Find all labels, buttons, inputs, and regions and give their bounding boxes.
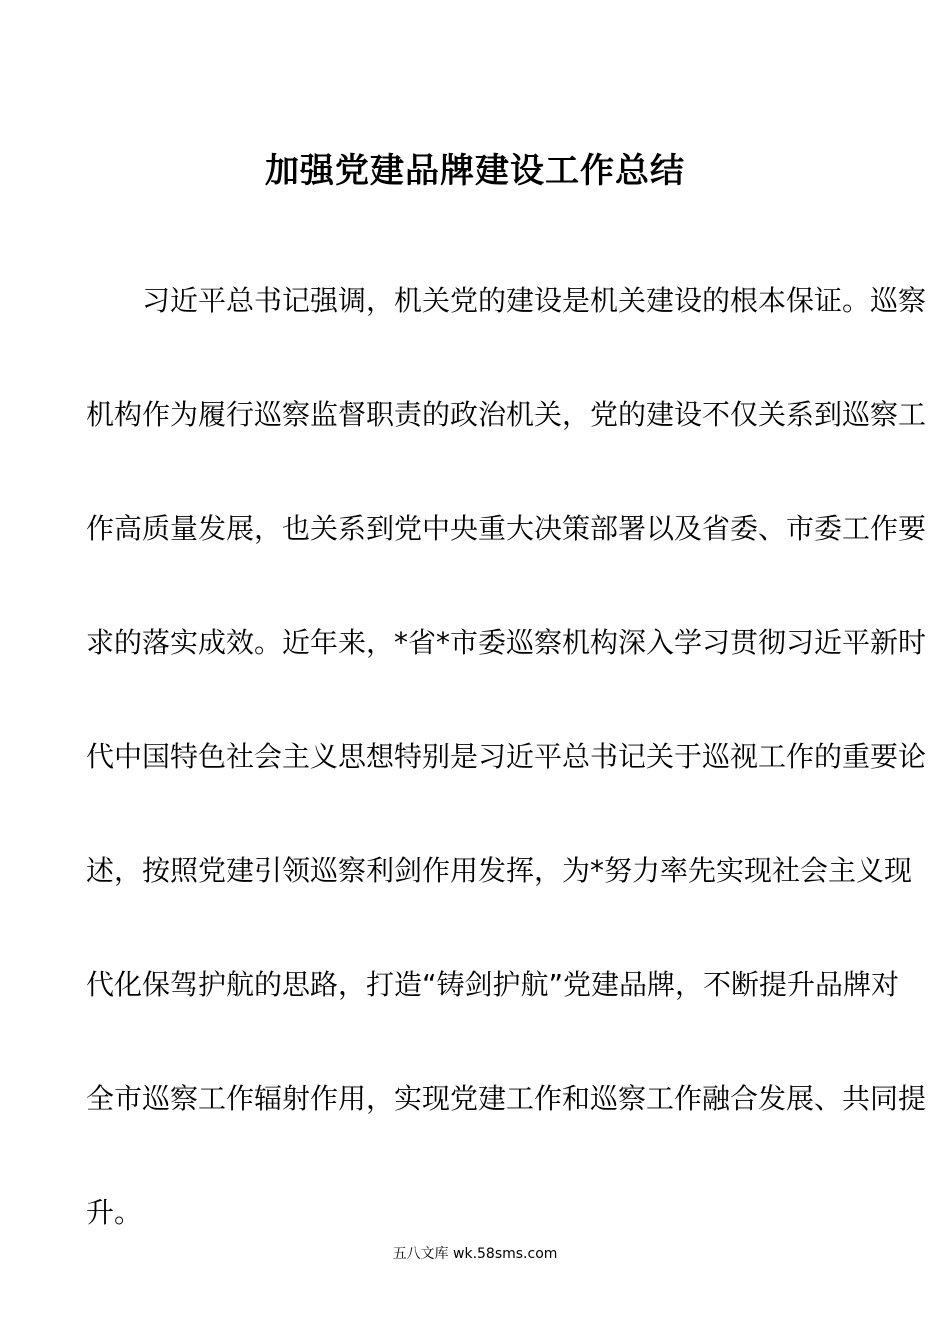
document-title: 加强党建品牌建设工作总结 [265, 151, 685, 191]
paragraph-line: 述，按照党建引领巡察利剑作用发挥，为*努力率先实现社会主义现 [86, 854, 913, 887]
body-paragraph [86, 270, 927, 1296]
paragraph-line: 机构作为履行巡察监督职责的政治机关，党的建设不仅关系到巡察工 [86, 398, 927, 431]
paragraph-line: 求的落实成效。近年来，*省*市委巡察机构深入学习贯彻习近平新时 [86, 626, 927, 659]
paragraph-line: 升。 [86, 1196, 143, 1229]
footer-watermark: 五八文库 wk.58sms.com [392, 1246, 558, 1262]
paragraph-line: 全市巡察工作辐射作用，实现党建工作和巡察工作融合发展、共同提 [86, 1082, 927, 1115]
paragraph-line: 代中国特色社会主义思想特别是习近平总书记关于巡视工作的重要论 [86, 740, 927, 773]
paragraph-line: 代化保驾护航的思路，打造“铸剑护航”党建品牌，不断提升品牌对 [86, 968, 900, 1001]
paragraph-line: 习近平总书记强调，机关党的建设是机关建设的根本保证。巡察 [142, 284, 927, 317]
paragraph-line: 作高质量发展，也关系到党中央重大决策部署以及省委、市委工作要 [86, 512, 927, 545]
